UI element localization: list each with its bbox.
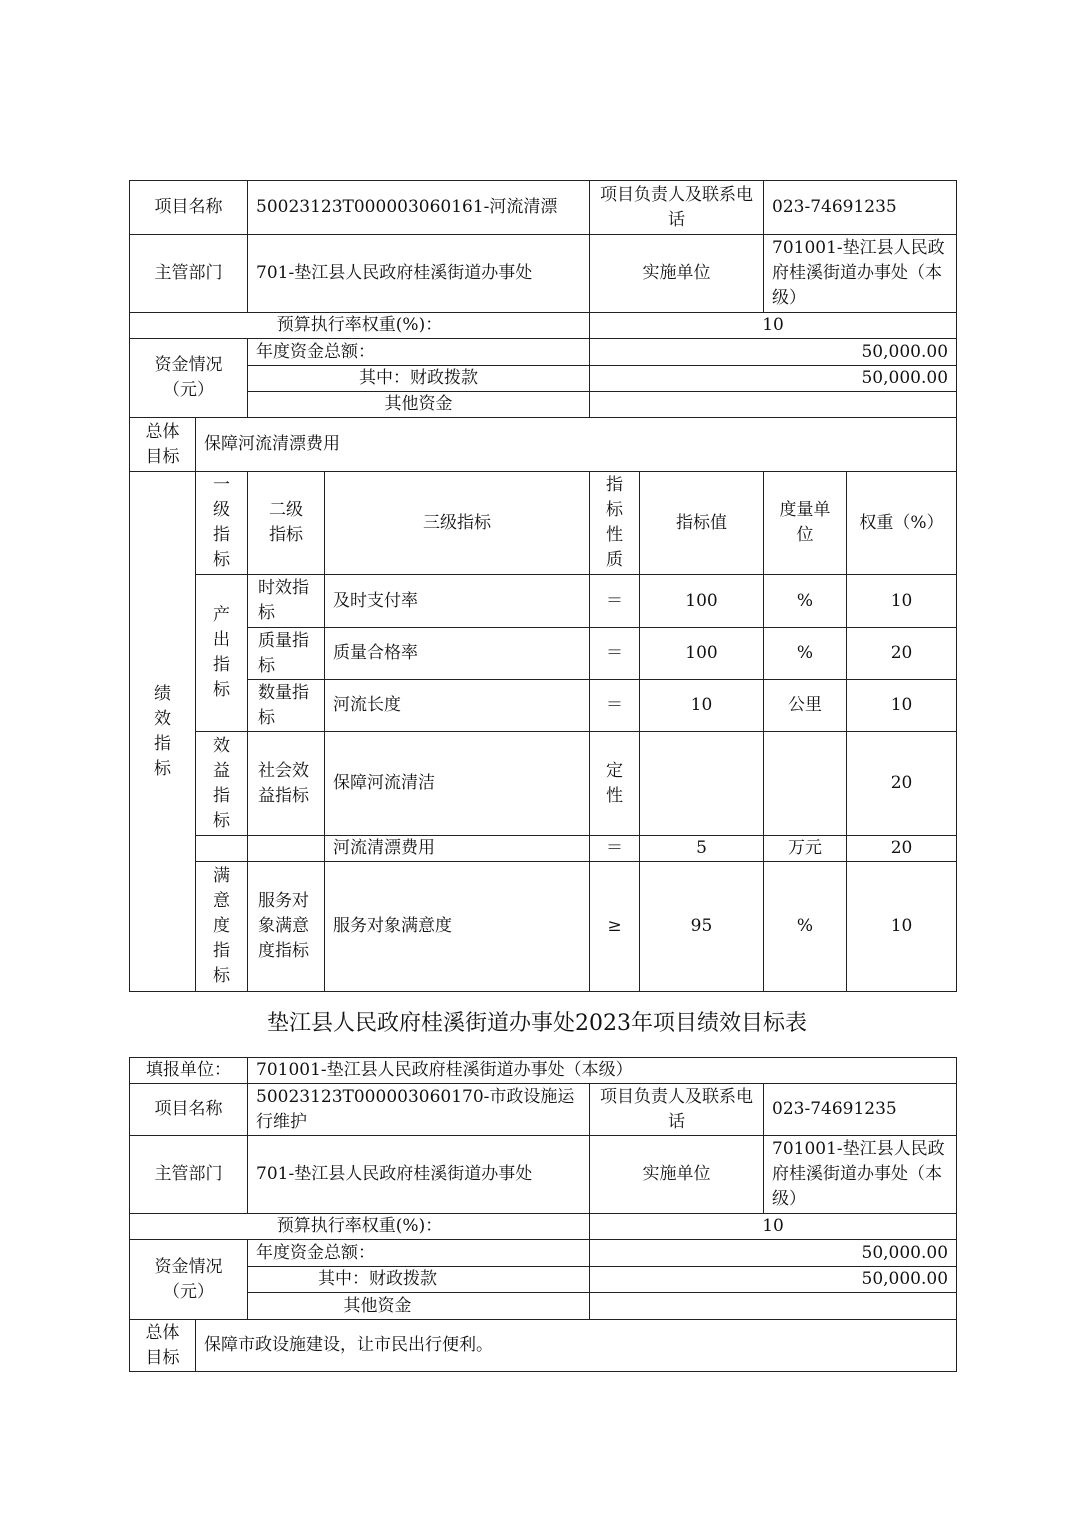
project-name-value: 50023123T000003060170-市政设施运行维护 <box>248 1084 590 1136</box>
goal-value: 保障市政设施建设，让市民出行便利。 <box>196 1320 957 1372</box>
row-weight: 10 <box>847 862 957 992</box>
other-funds-value <box>590 392 957 418</box>
row-value: 95 <box>640 862 764 992</box>
fiscal-funds-label: 其中：财政拨款 <box>248 1267 590 1293</box>
header-l1: 一级指标 <box>196 472 248 575</box>
fiscal-funds-value: 50,000.00 <box>590 366 957 392</box>
row-nature: ＝ <box>590 836 640 862</box>
other-funds-label: 其他资金 <box>248 392 590 418</box>
row-unit: % <box>764 628 847 680</box>
performance-table-1 <box>129 180 957 992</box>
impl-value: 701001-垫江县人民政府桂溪街道办事处（本级） <box>764 235 957 313</box>
contact-value: 023-74691235 <box>764 1084 957 1136</box>
row-value: 100 <box>640 575 764 628</box>
row-nature: ＝ <box>590 680 640 732</box>
dept-value: 701-垫江县人民政府桂溪街道办事处 <box>248 235 590 313</box>
other-funds-label: 其他资金 <box>248 1293 590 1320</box>
row-l2: 质量指标 <box>248 628 325 680</box>
row-value <box>640 732 764 836</box>
total-funds-value: 50,000.00 <box>590 339 957 366</box>
dept-label: 主管部门 <box>130 235 248 313</box>
benefit-label: 效益指标 <box>196 732 248 836</box>
row-value: 10 <box>640 680 764 732</box>
row-nature: 定性 <box>590 732 640 836</box>
dept-value: 701-垫江县人民政府桂溪街道办事处 <box>248 1136 590 1214</box>
performance-table-2 <box>129 1057 957 1372</box>
row-l2: 服务对象满意度指标 <box>248 862 325 992</box>
header-l3: 三级指标 <box>325 472 590 575</box>
contact-value: 023-74691235 <box>764 181 957 235</box>
header-l2: 二级指标 <box>248 472 325 575</box>
output-label: 产出指标 <box>196 575 248 732</box>
row-weight: 10 <box>847 575 957 628</box>
budget-rate-label: 预算执行率权重(%)： <box>130 1214 590 1240</box>
row-unit: 公里 <box>764 680 847 732</box>
total-funds-label: 年度资金总额： <box>248 339 590 366</box>
header-value: 指标值 <box>640 472 764 575</box>
row-l3: 及时支付率 <box>325 575 590 628</box>
satisfaction-label: 满意度指标 <box>196 862 248 992</box>
filer-label: 填报单位： <box>130 1058 248 1084</box>
blank-cell <box>196 836 248 862</box>
contact-label: 项目负责人及联系电话 <box>590 1084 764 1136</box>
fiscal-funds-label: 其中：财政拨款 <box>248 366 590 392</box>
row-l3: 河流长度 <box>325 680 590 732</box>
row-value: 5 <box>640 836 764 862</box>
filer-value: 701001-垫江县人民政府桂溪街道办事处（本级） <box>248 1058 957 1084</box>
total-funds-value: 50,000.00 <box>590 1240 957 1267</box>
row-l2: 社会效益指标 <box>248 732 325 836</box>
row-weight: 10 <box>847 680 957 732</box>
impl-label: 实施单位 <box>590 235 764 313</box>
row-l3: 质量合格率 <box>325 628 590 680</box>
total-funds-label: 年度资金总额： <box>248 1240 590 1267</box>
row-l3: 保障河流清洁 <box>325 732 590 836</box>
row-l2: 数量指标 <box>248 680 325 732</box>
funds-label: 资金情况（元） <box>130 339 248 418</box>
row-unit: % <box>764 575 847 628</box>
impl-value: 701001-垫江县人民政府桂溪街道办事处（本级） <box>764 1136 957 1214</box>
budget-rate-value: 10 <box>590 1214 957 1240</box>
row-nature: ≥ <box>590 862 640 992</box>
row-l2 <box>248 836 325 862</box>
row-nature: ＝ <box>590 575 640 628</box>
row-unit: % <box>764 862 847 992</box>
row-weight: 20 <box>847 732 957 836</box>
project-name-value: 50023123T000003060161-河流清漂 <box>248 181 590 235</box>
row-l3: 服务对象满意度 <box>325 862 590 992</box>
header-nature: 指标性质 <box>590 472 640 575</box>
row-nature: ＝ <box>590 628 640 680</box>
impl-label: 实施单位 <box>590 1136 764 1214</box>
fiscal-funds-value: 50,000.00 <box>590 1267 957 1293</box>
row-weight: 20 <box>847 628 957 680</box>
dept-label: 主管部门 <box>130 1136 248 1214</box>
perf-label: 绩效指标 <box>130 472 196 992</box>
goal-label: 总体目标 <box>130 1320 196 1372</box>
other-funds-value <box>590 1293 957 1320</box>
budget-rate-label: 预算执行率权重(%)： <box>130 313 590 339</box>
row-weight: 20 <box>847 836 957 862</box>
goal-value: 保障河流清漂费用 <box>196 418 957 472</box>
row-unit: 万元 <box>764 836 847 862</box>
row-unit <box>764 732 847 836</box>
header-weight: 权重（%） <box>847 472 957 575</box>
budget-rate-value: 10 <box>590 313 957 339</box>
project-name-label: 项目名称 <box>130 1084 248 1136</box>
document-title: 垫江县人民政府桂溪街道办事处2023年项目绩效目标表 <box>267 1011 807 1036</box>
goal-label: 总体目标 <box>130 418 196 472</box>
row-l2: 时效指标 <box>248 575 325 628</box>
row-value: 100 <box>640 628 764 680</box>
contact-label: 项目负责人及联系电话 <box>590 181 764 235</box>
project-name-label: 项目名称 <box>130 181 248 235</box>
funds-label: 资金情况（元） <box>130 1240 248 1320</box>
header-unit: 度量单位 <box>764 472 847 575</box>
row-l3: 河流清漂费用 <box>325 836 590 862</box>
